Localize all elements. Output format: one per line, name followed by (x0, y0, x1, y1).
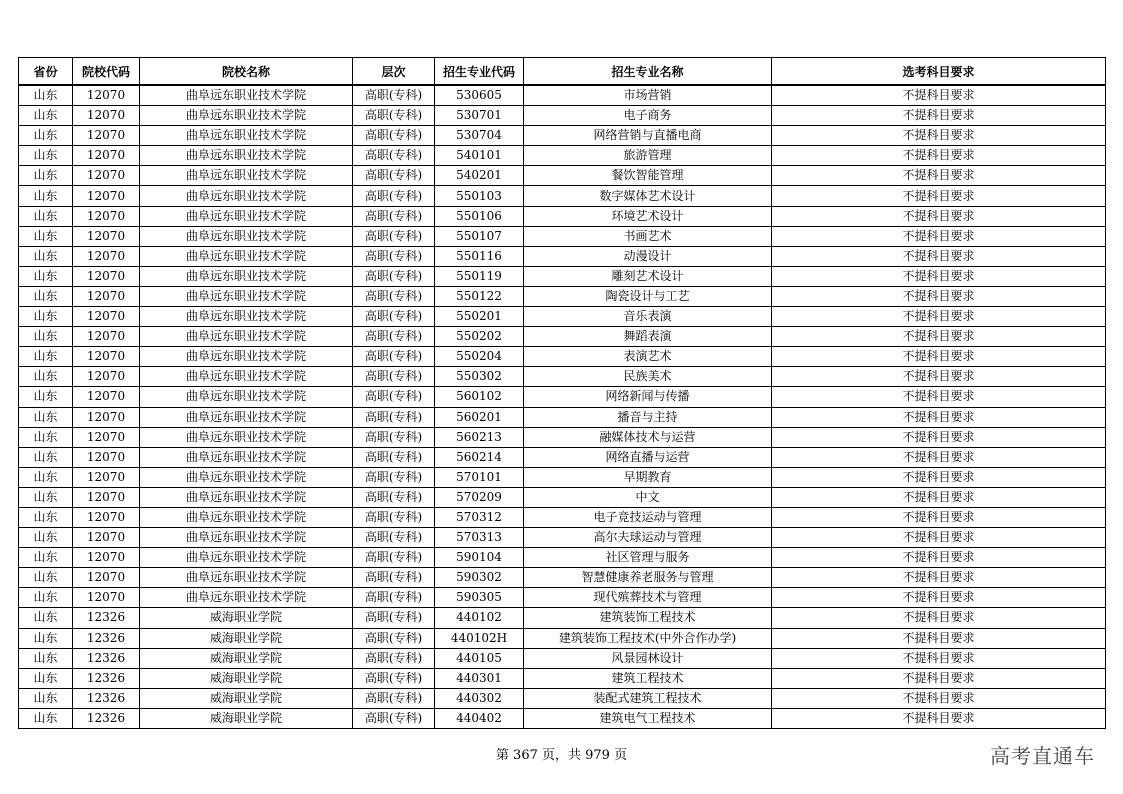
cell-major-name: 餐饮智能管理 (524, 166, 772, 186)
cell-major-name: 智慧健康养老服务与管理 (524, 568, 772, 588)
cell-school-name: 曲阜远东职业技术学院 (140, 166, 353, 186)
cell-major-name: 建筑工程技术 (524, 668, 772, 688)
cell-school-code: 12326 (73, 628, 140, 648)
cell-province: 山东 (19, 286, 73, 306)
cell-major-code: 590302 (435, 568, 524, 588)
cell-province: 山东 (19, 608, 73, 628)
cell-school-name: 曲阜远东职业技术学院 (140, 327, 353, 347)
table-header (19, 58, 1106, 86)
table-row (19, 327, 1106, 347)
cell-major-code: 550122 (435, 286, 524, 306)
cell-school-code: 12070 (73, 85, 140, 106)
cell-school-name: 曲阜远东职业技术学院 (140, 106, 353, 126)
table-row (19, 628, 1106, 648)
cell-level: 高职(专科) (353, 608, 435, 628)
cell-province: 山东 (19, 688, 73, 708)
cell-province: 山东 (19, 668, 73, 688)
cell-school-name: 曲阜远东职业技术学院 (140, 206, 353, 226)
cell-province: 山东 (19, 387, 73, 407)
cell-level: 高职(专科) (353, 507, 435, 527)
cell-major-name: 网络营销与直播电商 (524, 126, 772, 146)
cell-subject-requirement: 不提科目要求 (772, 307, 1106, 327)
cell-major-name: 网络直播与运营 (524, 447, 772, 467)
cell-school-name: 曲阜远东职业技术学院 (140, 126, 353, 146)
cell-level: 高职(专科) (353, 146, 435, 166)
table-row (19, 588, 1106, 608)
cell-school-code: 12070 (73, 467, 140, 487)
table-row (19, 487, 1106, 507)
cell-subject-requirement: 不提科目要求 (772, 447, 1106, 467)
cell-school-code: 12070 (73, 588, 140, 608)
cell-school-code: 12326 (73, 668, 140, 688)
cell-school-name: 曲阜远东职业技术学院 (140, 507, 353, 527)
cell-subject-requirement: 不提科目要求 (772, 387, 1106, 407)
cell-major-code: 560213 (435, 427, 524, 447)
cell-province: 山东 (19, 447, 73, 467)
cell-province: 山东 (19, 307, 73, 327)
cell-major-name: 高尔夫球运动与管理 (524, 528, 772, 548)
table-row (19, 548, 1106, 568)
cell-major-code: 540201 (435, 166, 524, 186)
cell-school-code: 12070 (73, 427, 140, 447)
cell-major-code: 440302 (435, 688, 524, 708)
cell-subject-requirement: 不提科目要求 (772, 568, 1106, 588)
cell-subject-requirement: 不提科目要求 (772, 628, 1106, 648)
cell-school-name: 威海职业学院 (140, 708, 353, 728)
cell-major-code: 550201 (435, 307, 524, 327)
cell-major-name: 网络新闻与传播 (524, 387, 772, 407)
cell-school-name: 曲阜远东职业技术学院 (140, 146, 353, 166)
cell-major-code: 550107 (435, 226, 524, 246)
cell-major-code: 550204 (435, 347, 524, 367)
cell-school-name: 曲阜远东职业技术学院 (140, 387, 353, 407)
header-province: 省份 (19, 58, 73, 86)
header-major-name: 招生专业名称 (524, 58, 772, 86)
table-row (19, 668, 1106, 688)
cell-school-code: 12070 (73, 246, 140, 266)
cell-major-name: 雕刻艺术设计 (524, 266, 772, 286)
cell-school-name: 威海职业学院 (140, 608, 353, 628)
cell-school-code: 12070 (73, 286, 140, 306)
cell-school-name: 曲阜远东职业技术学院 (140, 467, 353, 487)
cell-school-name: 威海职业学院 (140, 668, 353, 688)
cell-level: 高职(专科) (353, 568, 435, 588)
cell-school-code: 12070 (73, 347, 140, 367)
cell-major-code: 590104 (435, 548, 524, 568)
cell-school-name: 曲阜远东职业技术学院 (140, 186, 353, 206)
cell-major-name: 书画艺术 (524, 226, 772, 246)
cell-major-name: 早期教育 (524, 467, 772, 487)
cell-level: 高职(专科) (353, 407, 435, 427)
cell-level: 高职(专科) (353, 688, 435, 708)
cell-level: 高职(专科) (353, 126, 435, 146)
cell-major-code: 440102 (435, 608, 524, 628)
cell-major-code: 440402 (435, 708, 524, 728)
cell-province: 山东 (19, 628, 73, 648)
cell-school-name: 曲阜远东职业技术学院 (140, 246, 353, 266)
cell-level: 高职(专科) (353, 708, 435, 728)
cell-level: 高职(专科) (353, 186, 435, 206)
header-subject-requirement: 选考科目要求 (772, 58, 1106, 86)
cell-subject-requirement: 不提科目要求 (772, 146, 1106, 166)
cell-major-name: 表演艺术 (524, 347, 772, 367)
cell-province: 山东 (19, 226, 73, 246)
table-row (19, 507, 1106, 527)
table-row (19, 708, 1106, 728)
cell-subject-requirement: 不提科目要求 (772, 648, 1106, 668)
cell-province: 山东 (19, 85, 73, 106)
table-row (19, 347, 1106, 367)
cell-major-name: 数字媒体艺术设计 (524, 186, 772, 206)
cell-province: 山东 (19, 367, 73, 387)
cell-major-name: 建筑电气工程技术 (524, 708, 772, 728)
cell-province: 山东 (19, 146, 73, 166)
cell-major-name: 融媒体技术与运营 (524, 427, 772, 447)
cell-school-name: 曲阜远东职业技术学院 (140, 307, 353, 327)
cell-school-code: 12070 (73, 568, 140, 588)
table-row (19, 226, 1106, 246)
cell-subject-requirement: 不提科目要求 (772, 407, 1106, 427)
cell-major-code: 560102 (435, 387, 524, 407)
cell-major-code: 530701 (435, 106, 524, 126)
cell-major-code: 440105 (435, 648, 524, 668)
watermark-text: 高考直通车 (990, 744, 1095, 768)
cell-province: 山东 (19, 548, 73, 568)
cell-level: 高职(专科) (353, 327, 435, 347)
cell-province: 山东 (19, 568, 73, 588)
cell-school-code: 12070 (73, 307, 140, 327)
cell-major-name: 陶瓷设计与工艺 (524, 286, 772, 306)
cell-province: 山东 (19, 347, 73, 367)
cell-school-name: 曲阜远东职业技术学院 (140, 226, 353, 246)
cell-school-name: 曲阜远东职业技术学院 (140, 427, 353, 447)
cell-school-code: 12070 (73, 146, 140, 166)
table-row (19, 387, 1106, 407)
cell-school-name: 曲阜远东职业技术学院 (140, 447, 353, 467)
cell-major-code: 570101 (435, 467, 524, 487)
cell-school-code: 12326 (73, 688, 140, 708)
cell-major-name: 民族美术 (524, 367, 772, 387)
cell-school-name: 曲阜远东职业技术学院 (140, 266, 353, 286)
table-row (19, 307, 1106, 327)
cell-level: 高职(专科) (353, 588, 435, 608)
header-school-code: 院校代码 (73, 58, 140, 86)
cell-major-name: 音乐表演 (524, 307, 772, 327)
table-row (19, 367, 1106, 387)
table-row (19, 166, 1106, 186)
cell-school-name: 曲阜远东职业技术学院 (140, 367, 353, 387)
cell-subject-requirement: 不提科目要求 (772, 126, 1106, 146)
cell-province: 山东 (19, 106, 73, 126)
table-row (19, 286, 1106, 306)
cell-school-code: 12070 (73, 206, 140, 226)
cell-major-name: 舞蹈表演 (524, 327, 772, 347)
cell-school-code: 12070 (73, 487, 140, 507)
cell-major-code: 590305 (435, 588, 524, 608)
cell-major-code: 570313 (435, 528, 524, 548)
cell-province: 山东 (19, 528, 73, 548)
cell-school-name: 曲阜远东职业技术学院 (140, 568, 353, 588)
table-row (19, 467, 1106, 487)
cell-major-name: 建筑装饰工程技术(中外合作办学) (524, 628, 772, 648)
cell-major-name: 旅游管理 (524, 146, 772, 166)
cell-school-name: 曲阜远东职业技术学院 (140, 347, 353, 367)
cell-subject-requirement: 不提科目要求 (772, 467, 1106, 487)
cell-major-code: 550103 (435, 186, 524, 206)
cell-level: 高职(专科) (353, 528, 435, 548)
cell-school-name: 曲阜远东职业技术学院 (140, 588, 353, 608)
table-row (19, 146, 1106, 166)
cell-school-name: 曲阜远东职业技术学院 (140, 85, 353, 106)
cell-level: 高职(专科) (353, 648, 435, 668)
page-number: 第 367 页，共 979 页 (495, 748, 628, 763)
cell-level: 高职(专科) (353, 628, 435, 648)
cell-major-code: 560214 (435, 447, 524, 467)
table-row (19, 266, 1106, 286)
cell-major-code: 570312 (435, 507, 524, 527)
cell-subject-requirement: 不提科目要求 (772, 186, 1106, 206)
table-row (19, 528, 1106, 548)
cell-major-name: 播音与主持 (524, 407, 772, 427)
cell-level: 高职(专科) (353, 387, 435, 407)
cell-province: 山东 (19, 327, 73, 347)
cell-major-name: 电子商务 (524, 106, 772, 126)
cell-school-code: 12070 (73, 548, 140, 568)
cell-school-code: 12070 (73, 106, 140, 126)
cell-level: 高职(专科) (353, 85, 435, 106)
table-row (19, 126, 1106, 146)
cell-school-code: 12070 (73, 367, 140, 387)
cell-school-name: 曲阜远东职业技术学院 (140, 548, 353, 568)
cell-major-code: 550119 (435, 266, 524, 286)
cell-school-name: 曲阜远东职业技术学院 (140, 286, 353, 306)
cell-school-code: 12070 (73, 387, 140, 407)
cell-level: 高职(专科) (353, 487, 435, 507)
cell-major-code: 550116 (435, 246, 524, 266)
table-row (19, 85, 1106, 106)
cell-province: 山东 (19, 266, 73, 286)
cell-school-code: 12070 (73, 266, 140, 286)
cell-level: 高职(专科) (353, 166, 435, 186)
cell-major-name: 建筑装饰工程技术 (524, 608, 772, 628)
cell-school-name: 曲阜远东职业技术学院 (140, 407, 353, 427)
cell-level: 高职(专科) (353, 226, 435, 246)
table-row (19, 427, 1106, 447)
cell-major-code: 550202 (435, 327, 524, 347)
cell-school-name: 威海职业学院 (140, 648, 353, 668)
header-level: 层次 (353, 58, 435, 86)
cell-school-code: 12326 (73, 608, 140, 628)
cell-school-code: 12070 (73, 126, 140, 146)
cell-level: 高职(专科) (353, 266, 435, 286)
cell-subject-requirement: 不提科目要求 (772, 226, 1106, 246)
cell-province: 山东 (19, 427, 73, 447)
table-row (19, 206, 1106, 226)
cell-school-name: 曲阜远东职业技术学院 (140, 487, 353, 507)
header-school-name: 院校名称 (140, 58, 353, 86)
cell-school-code: 12070 (73, 447, 140, 467)
table-row (19, 568, 1106, 588)
cell-subject-requirement: 不提科目要求 (772, 327, 1106, 347)
cell-level: 高职(专科) (353, 367, 435, 387)
cell-subject-requirement: 不提科目要求 (772, 266, 1106, 286)
cell-school-name: 曲阜远东职业技术学院 (140, 528, 353, 548)
cell-school-code: 12070 (73, 186, 140, 206)
cell-school-code: 12326 (73, 648, 140, 668)
table-row (19, 186, 1106, 206)
cell-subject-requirement: 不提科目要求 (772, 487, 1106, 507)
cell-subject-requirement: 不提科目要求 (772, 608, 1106, 628)
cell-subject-requirement: 不提科目要求 (772, 688, 1106, 708)
table-row (19, 246, 1106, 266)
cell-province: 山东 (19, 407, 73, 427)
cell-level: 高职(专科) (353, 347, 435, 367)
cell-province: 山东 (19, 186, 73, 206)
cell-school-code: 12070 (73, 407, 140, 427)
cell-province: 山东 (19, 126, 73, 146)
cell-major-name: 社区管理与服务 (524, 548, 772, 568)
cell-subject-requirement: 不提科目要求 (772, 708, 1106, 728)
cell-major-code: 540101 (435, 146, 524, 166)
header-row (19, 58, 1106, 86)
cell-major-code: 530605 (435, 85, 524, 106)
cell-major-name: 风景园林设计 (524, 648, 772, 668)
cell-level: 高职(专科) (353, 427, 435, 447)
table-row (19, 608, 1106, 628)
cell-school-name: 威海职业学院 (140, 688, 353, 708)
cell-major-code: 550302 (435, 367, 524, 387)
cell-province: 山东 (19, 507, 73, 527)
cell-school-code: 12070 (73, 528, 140, 548)
cell-level: 高职(专科) (353, 106, 435, 126)
cell-province: 山东 (19, 206, 73, 226)
table-row (19, 447, 1106, 467)
cell-major-code: 440102H (435, 628, 524, 648)
cell-school-code: 12070 (73, 327, 140, 347)
cell-province: 山东 (19, 166, 73, 186)
cell-major-code: 440301 (435, 668, 524, 688)
cell-province: 山东 (19, 588, 73, 608)
cell-subject-requirement: 不提科目要求 (772, 528, 1106, 548)
cell-province: 山东 (19, 708, 73, 728)
cell-level: 高职(专科) (353, 246, 435, 266)
cell-level: 高职(专科) (353, 307, 435, 327)
cell-major-code: 560201 (435, 407, 524, 427)
cell-school-name: 威海职业学院 (140, 628, 353, 648)
cell-major-name: 现代殡葬技术与管理 (524, 588, 772, 608)
table-row (19, 688, 1106, 708)
cell-subject-requirement: 不提科目要求 (772, 286, 1106, 306)
table-row (19, 648, 1106, 668)
cell-province: 山东 (19, 246, 73, 266)
cell-school-code: 12070 (73, 507, 140, 527)
cell-subject-requirement: 不提科目要求 (772, 206, 1106, 226)
cell-subject-requirement: 不提科目要求 (772, 427, 1106, 447)
cell-subject-requirement: 不提科目要求 (772, 347, 1106, 367)
cell-province: 山东 (19, 648, 73, 668)
cell-major-name: 装配式建筑工程技术 (524, 688, 772, 708)
cell-major-name: 动漫设计 (524, 246, 772, 266)
cell-major-name: 环境艺术设计 (524, 206, 772, 226)
cell-major-code: 550106 (435, 206, 524, 226)
cell-school-code: 12070 (73, 226, 140, 246)
cell-subject-requirement: 不提科目要求 (772, 106, 1106, 126)
cell-subject-requirement: 不提科目要求 (772, 507, 1106, 527)
cell-level: 高职(专科) (353, 548, 435, 568)
cell-level: 高职(专科) (353, 668, 435, 688)
cell-school-code: 12070 (73, 166, 140, 186)
cell-level: 高职(专科) (353, 467, 435, 487)
cell-major-code: 530704 (435, 126, 524, 146)
cell-subject-requirement: 不提科目要求 (772, 668, 1106, 688)
cell-province: 山东 (19, 487, 73, 507)
cell-major-name: 市场营销 (524, 85, 772, 106)
cell-subject-requirement: 不提科目要求 (772, 166, 1106, 186)
cell-subject-requirement: 不提科目要求 (772, 588, 1106, 608)
cell-subject-requirement: 不提科目要求 (772, 85, 1106, 106)
table-row (19, 106, 1106, 126)
cell-subject-requirement: 不提科目要求 (772, 246, 1106, 266)
header-major-code: 招生专业代码 (435, 58, 524, 86)
cell-subject-requirement: 不提科目要求 (772, 548, 1106, 568)
cell-school-code: 12326 (73, 708, 140, 728)
cell-subject-requirement: 不提科目要求 (772, 367, 1106, 387)
cell-major-name: 电子竞技运动与管理 (524, 507, 772, 527)
cell-province: 山东 (19, 467, 73, 487)
cell-level: 高职(专科) (353, 286, 435, 306)
cell-major-code: 570209 (435, 487, 524, 507)
cell-level: 高职(专科) (353, 447, 435, 467)
table-body (19, 85, 1106, 729)
admissions-table (18, 57, 1106, 729)
cell-major-name: 中文 (524, 487, 772, 507)
table-row (19, 407, 1106, 427)
cell-level: 高职(专科) (353, 206, 435, 226)
